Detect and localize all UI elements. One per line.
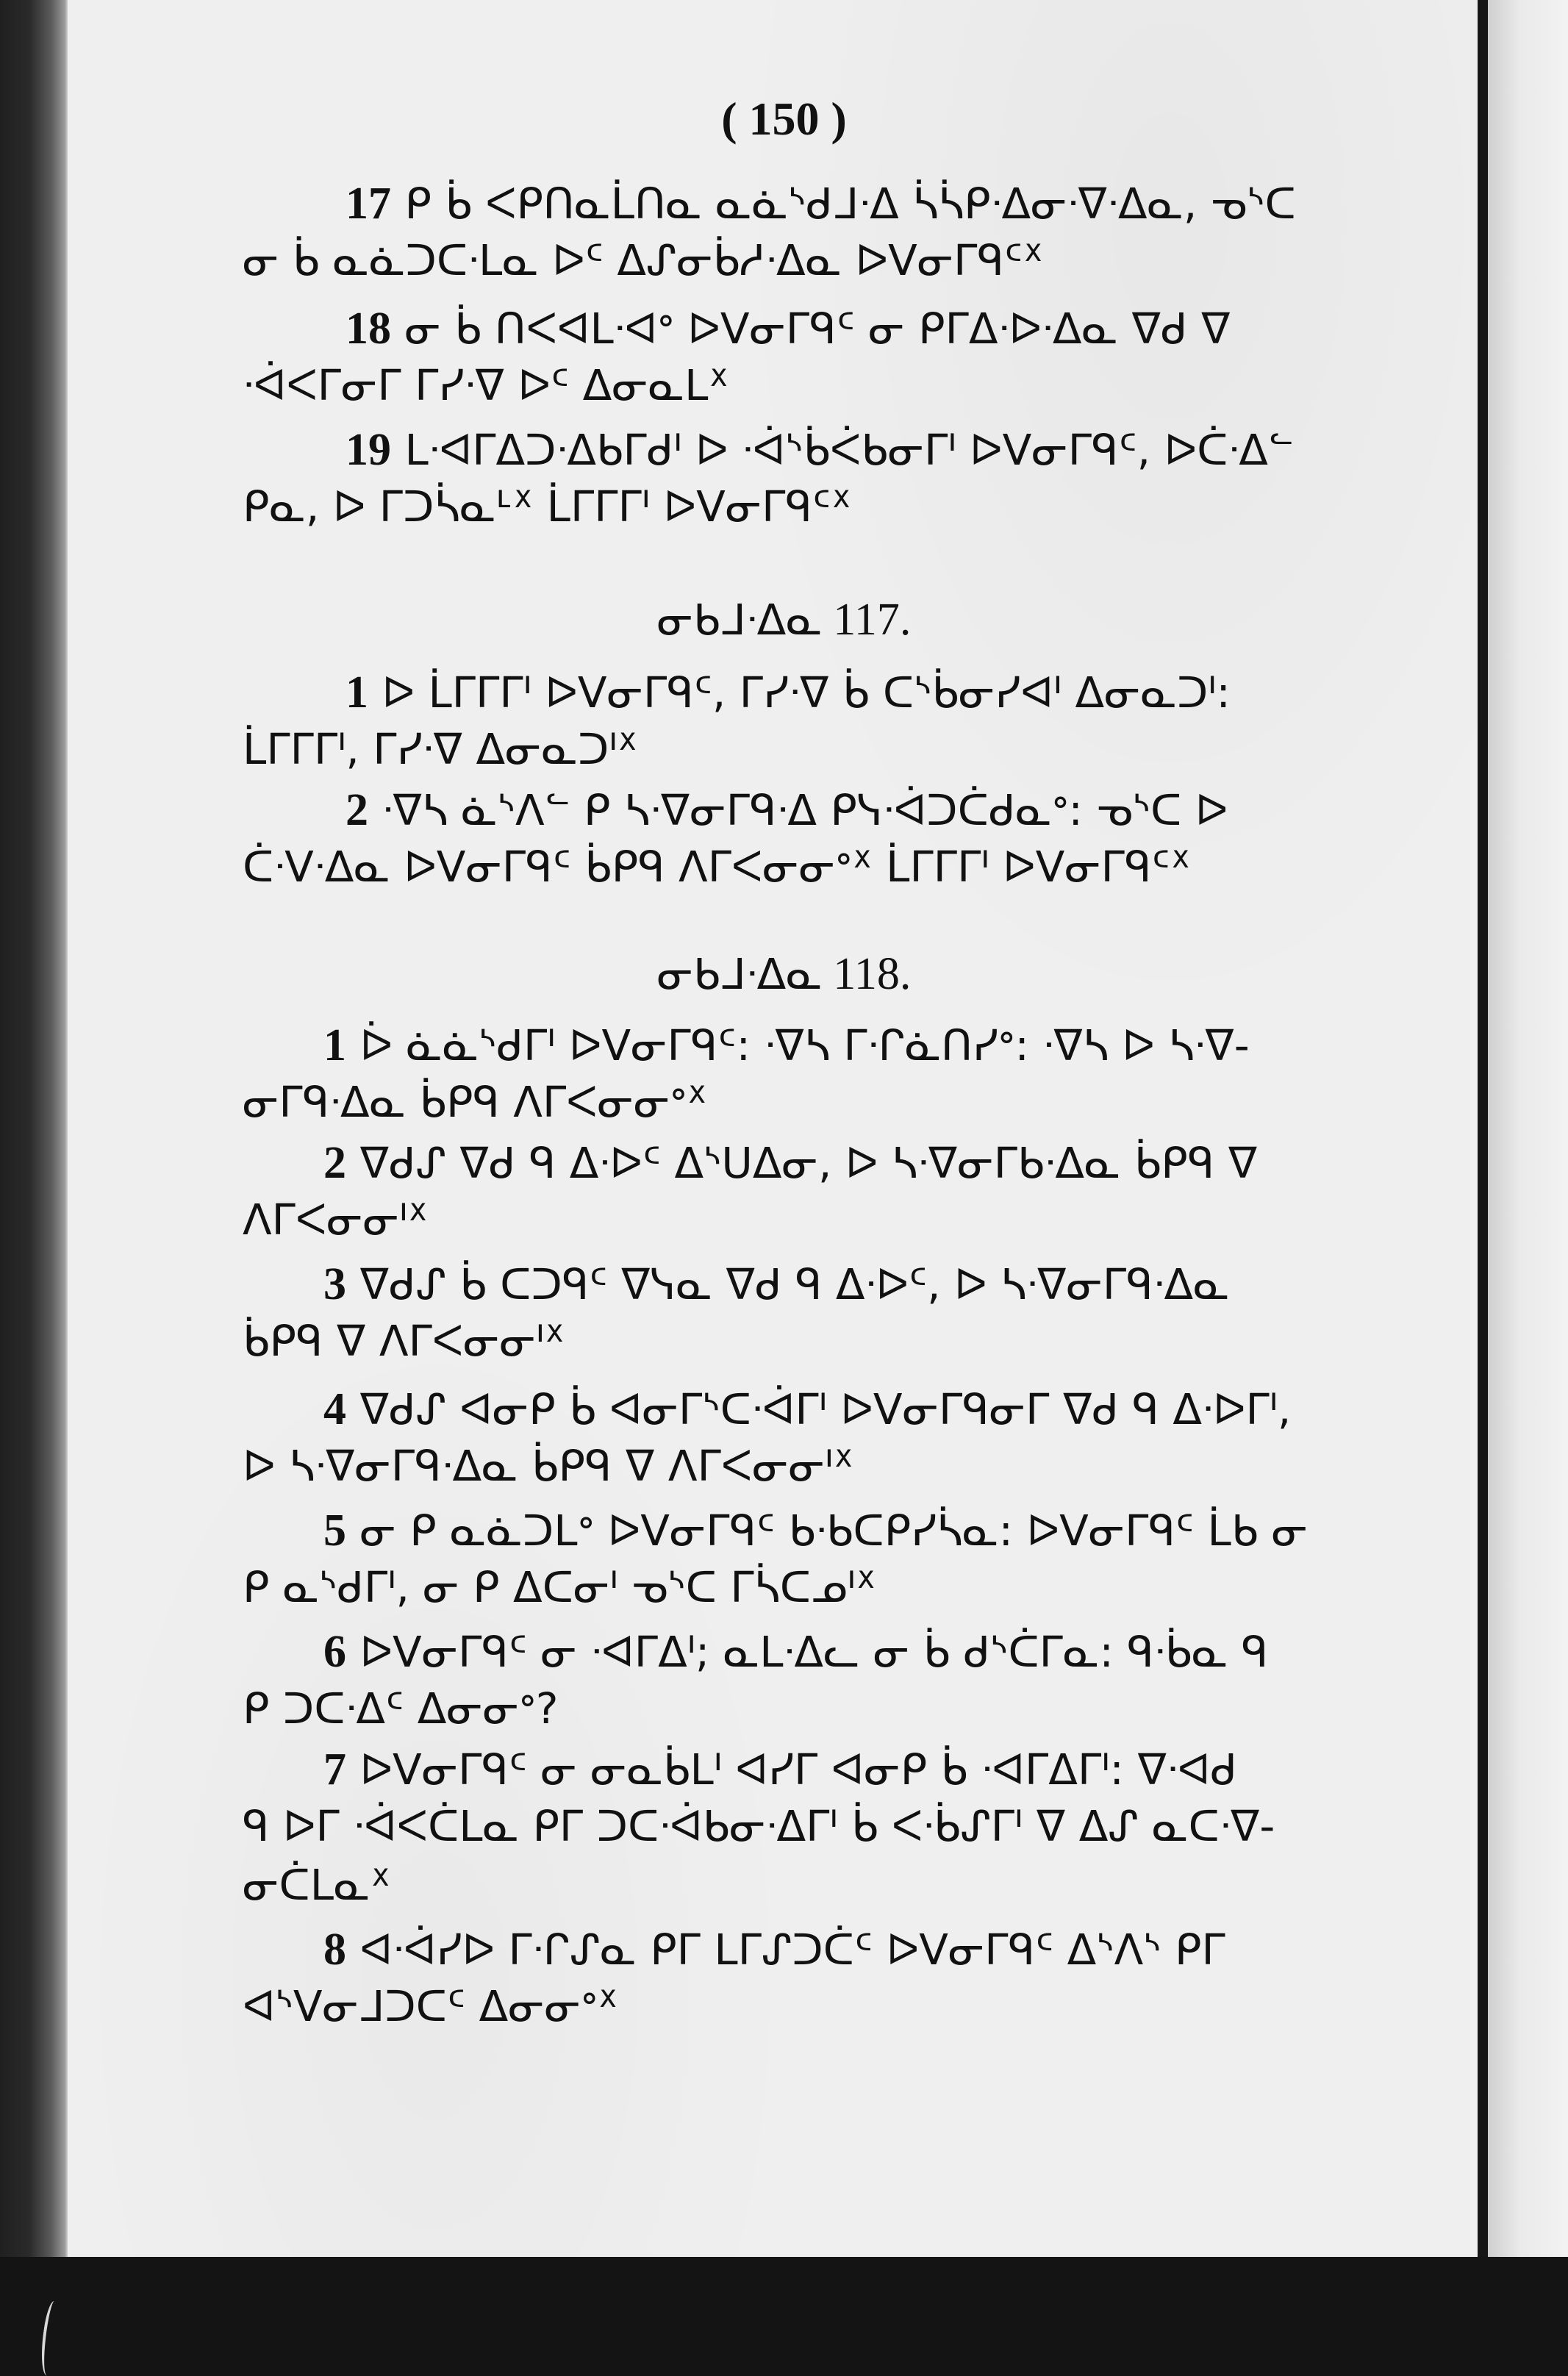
- ch118-verse-3-line-2: ᑳᑭᑫ ᐁ ᐱᒥᐸᓂᓂᑊᕽ: [243, 1316, 565, 1366]
- chapter-117-heading: ᓂᑲᒧᐧᐃᓇ 117.: [656, 595, 912, 645]
- page-number: ( 150 ): [721, 93, 847, 145]
- ch118-verse-7-line-3: ᓂᑖᒪᓇᕽ: [243, 1860, 391, 1910]
- ch118-verse-1-line-2: ᓂᒥᑫᐧᐃᓇ ᑳᑭᑫ ᐱᒥᐸᓂᓂᐤᕽ: [243, 1077, 707, 1127]
- ch118-verse-2-line-2: ᐱᒥᐸᓂᓂᑊᕽ: [243, 1195, 429, 1245]
- verse-17-line-1: 17 ᑭ ᑳ ᐸᑭᑎᓇᒫᑎᓇ ᓇᓈᔅᑯᒧᐧᐃ ᓵᓵᑭᐧᐃᓂᐧᐁᐧᐃᓇ, ᓀᔅᑕ: [346, 179, 1296, 229]
- ch118-verse-6-line-2: ᑭ ᑐᑕᐧᐃᑦ ᐃᓂᓂᐤ?: [243, 1683, 559, 1733]
- ch118-verse-7-line-1: 7 ᐅᐯᓂᒥᑫᑦ ᓂ ᓂᓇᑳᒪᑊ ᐊᓯᒥ ᐊᓂᑭ ᑳ ᐧᐊᒥᐃᒥᑊ: ᐁᐧᐊᑯ: [323, 1745, 1237, 1794]
- ch118-verse-5-line-2: ᑭ ᓇᔅᑯᒥᑊ, ᓂ ᑭ ᐃᑕᓂᑊ ᓀᔅᑕ ᒥᓵᑕᓄᑊᕽ: [243, 1562, 876, 1612]
- ch117-verse-1-line-1: 1 ᐅ ᒫᒥᒥᒥᑊ ᐅᐯᓂᒥᑫᑦ, ᒥᓯᐧᐁ ᑳ ᑕᔅᑳᓂᓯᐊᑊ ᐃᓂᓇᑐᑊ:: [346, 668, 1231, 718]
- ch118-verse-2-line-1: 2 ᐁᑯᔑ ᐁᑯ ᑫ ᐃᐧᐅᑦ ᐃᔅᑌᐃᓂ, ᐅ ᓴᐧᐁᓂᒥᑲᐧᐃᓇ ᑳᑭᑫ ᐁ: [323, 1138, 1258, 1188]
- scan-background: [0, 2257, 1568, 2376]
- book-binding-edge: [0, 0, 68, 2376]
- verse-19-line-2: ᑭᓇ, ᐅ ᒥᑐᓵᓇᒻᕽ ᒫᒥᒥᒥᑊ ᐅᐯᓂᒥᑫᑦᕽ: [243, 482, 852, 532]
- ch118-verse-4-line-2: ᐅ ᓴᐧᐁᓂᒥᑫᐧᐃᓇ ᑳᑭᑫ ᐁ ᐱᒥᐸᓂᓂᑊᕽ: [243, 1441, 854, 1491]
- ch118-verse-6-line-1: 6 ᐅᐯᓂᒥᑫᑦ ᓂ ᐧᐊᒥᐃᑊ; ᓇᒪᐧᐃᓚ ᓂ ᑳ ᑯᔅᑖᒥᓇ: ᑫᐧᑳᓇ ᑫ: [323, 1627, 1269, 1677]
- ch118-verse-3-line-1: 3 ᐁᑯᔑ ᑳ ᑕᑐᑫᑦ ᐁᓭᓇ ᐁᑯ ᑫ ᐃᐧᐅᑦ, ᐅ ᓴᐧᐁᓂᒥᑫᐧᐃᓇ: [323, 1259, 1230, 1309]
- verse-19-line-1: 19 ᒪᐧᐊᒥᐃᑐᐧᐃᑲᒥᑯᑊ ᐅ ᐧᐋᔅᑳᐹᑲᓂᒥᑊ ᐅᐯᓂᒥᑫᑦ, ᐅᑖᐧᐃᓪ: [346, 425, 1294, 475]
- ch118-verse-1-line-1: 1 ᐆ ᓈᓈᔅᑯᒥᑊ ᐅᐯᓂᒥᑫᑦ: ᐧᐁᓴ ᒥᐧᒋᓈᑎᓯᐤ: ᐧᐁᓴ ᐅ ᓴᐧᐁ-: [323, 1020, 1250, 1070]
- ch118-verse-4-line-1: 4 ᐁᑯᔑ ᐊᓂᑭ ᑳ ᐊᓂᒥᔅᑕᐧᐋᒥᑊ ᐅᐯᓂᒥᑫᓂᒥ ᐁᑯ ᑫ ᐃᐧᐅᒥᑊ,: [323, 1384, 1292, 1434]
- verse-18-line-1: 18 ᓂ ᑳ ᑎᐸᐊᒪᐧᐊᐤ ᐅᐯᓂᒥᑫᑦ ᓂ ᑭᒥᐃᐧᐅᐧᐃᓇ ᐁᑯ ᐁ: [346, 304, 1231, 354]
- chapter-118-heading: ᓂᑲᒧᐧᐃᓇ 118.: [656, 949, 912, 999]
- verse-18-line-2: ᐧᐋᐸᒥᓂᒥ ᒥᓯᐧᐁ ᐅᑦ ᐃᓂᓇᒪᕽ: [243, 360, 729, 410]
- ch117-verse-2-line-1: 2 ᐧᐁᓴ ᓈᔅᐱᓪ ᑭ ᓴᐧᐁᓂᒥᑫᐧᐃ ᑭᓭᐧᐋᑐᑖᑯᓇᐤ: ᓀᔅᑕ ᐅ: [346, 785, 1228, 835]
- ch118-verse-5-line-1: 5 ᓂ ᑭ ᓇᓈᑐᒪᐤ ᐅᐯᓂᒥᑫᑦ ᑲᐧᑲᑕᑭᓯᓵᓇ: ᐅᐯᓂᒥᑫᑦ ᒫᑲ ᓂ: [323, 1506, 1309, 1556]
- ch118-verse-7-line-2: ᑫ ᐅᒥ ᐧᐋᐸᑖᒪᓇ ᑭᒥ ᑐᑕᐧᐋᑲᓂᐧᐃᒥᑊ ᑳ ᐸᐧᑳᔑᒥᑊ ᐁ ᐃᔑ ᓇᑕᐧᐁ-: [243, 1801, 1275, 1851]
- ch117-verse-2-line-2: ᑖᐧᐯᐧᐃᓇ ᐅᐯᓂᒥᑫᑦ ᑳᑭᑫ ᐱᒥᐸᓂᓂᐤᕽ ᒫᒥᒥᒥᑊ ᐅᐯᓂᒥᑫᑦᕽ: [243, 842, 1191, 892]
- verse-17-line-2: ᓂ ᑳ ᓇᓈᑐᑕᐧᒪᓇ ᐅᑦ ᐃᔑᓂᑳᓱᐧᐃᓇ ᐅᐯᓂᒥᑫᑦᕽ: [243, 235, 1044, 285]
- ch118-verse-8-line-2: ᐊᔅᐯᓂᒧᑐᑕᑦ ᐃᓂᓂᐤᕽ: [243, 1981, 618, 2031]
- ch118-verse-8-line-1: 8 ᐊᐧᐋᓯᐅ ᒥᐧᒋᔑᓇ ᑭᒥ ᒪᒥᔑᑐᑖᑦ ᐅᐯᓂᒥᑫᑦ ᐃᔅᐱᔅ ᑭᒥ: [323, 1925, 1225, 1975]
- ch117-verse-1-line-2: ᒫᒥᒥᒥᑊ, ᒥᓯᐧᐁ ᐃᓂᓇᑐᑊᕽ: [243, 724, 638, 774]
